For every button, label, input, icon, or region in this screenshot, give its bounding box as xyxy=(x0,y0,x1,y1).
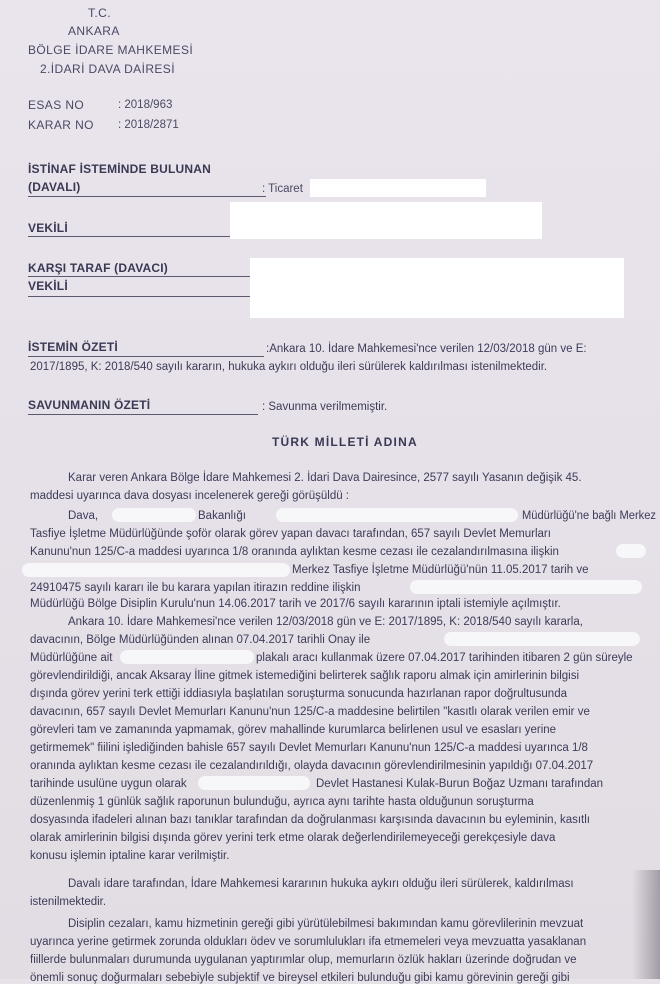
body-line: 24910475 sayılı kararı ile bu karara yapılan itirazın reddine ilişkin xyxy=(30,582,361,594)
document-title: TÜRK MİLLETİ ADINA xyxy=(272,435,418,449)
redaction-davaci xyxy=(250,258,624,318)
header-chamber: 2.İDARİ DAVA DAİRESİ xyxy=(40,62,175,76)
body-line: Disiplin cezaları, kamu hizmetinin gereği gibi yürütülebilmesi bakımından kamu görevlilerinin mevzuat xyxy=(68,918,584,930)
savunma-value: : Savunma verilmemiştir. xyxy=(262,401,388,413)
body-line: getirmemek" fiilini işlediğinden bahisle 657 sayılı Devlet Memurları Kanunu'nun 125/C-a maddesi uyarınca 1/8 xyxy=(30,742,588,754)
redaction xyxy=(616,544,646,558)
body-line: maddesi uyarınca dava dosyası incelenerek gereği görüşüldü : xyxy=(30,490,349,502)
body-line: Devlet Hastanesi Kulak-Burun Boğaz Uzmanı tarafından xyxy=(316,778,604,790)
savunma-underline xyxy=(28,414,258,415)
esas-value: : 2018/963 xyxy=(118,99,173,111)
vekili2-underline xyxy=(28,296,250,297)
redaction xyxy=(444,632,640,646)
body-line: dosyasında ifadeleri alınan bazı tanıklar tarafından da doğrulanması karşısında davacının bu eyleminin, kasıtlı xyxy=(30,814,590,826)
redaction xyxy=(112,508,196,522)
body-line: tarihinde usulüne uygun olarak xyxy=(30,778,187,790)
karsi-taraf-label: KARŞI TARAF (DAVACI) xyxy=(28,261,168,275)
body-line: düzenlenmiş 1 günlük sağlık raporunun bulunduğu, ayrıca aynı tarihte hasta olduğunun soruşturma xyxy=(30,796,534,808)
header-ankara: ANKARA xyxy=(68,24,120,38)
body-line: Müdürlüğü'ne bağlı Merkez xyxy=(522,510,657,522)
istem-underline xyxy=(28,356,264,357)
redaction-davali xyxy=(310,179,486,197)
istem-label: İSTEMİN ÖZETİ xyxy=(28,340,118,354)
body-line: Ankara 10. İdare Mahkemesi'nce verilen 12/03/2018 gün ve E: 2017/1895, K: 2018/540 sayılı kararla, xyxy=(68,616,583,628)
savunma-label: SAVUNMANIN ÖZETİ xyxy=(28,398,151,412)
vekili1-underline xyxy=(28,236,250,237)
vekili2-label: VEKİLİ xyxy=(28,279,68,293)
istem-line-2: 2017/1895, K: 2018/540 sayılı kararın, hukuka aykırı olduğu ileri sürülerek kaldırılması istenilmektedir. xyxy=(30,361,548,373)
esas-label: ESAS NO xyxy=(28,98,85,112)
body-line: Bakanlığı xyxy=(198,510,246,522)
body-line: Dava, xyxy=(68,510,99,522)
body-line: önemli sonuç doğurmaları sebebiyle subjektif ve bireysel etkileri bulunduğu gibi kamu görevinin gereği gibi xyxy=(30,972,570,984)
body-line: plakalı aracı kullanmak üzere 07.04.2017 tarihinden itibaren 2 gün süreyle xyxy=(256,652,633,664)
body-line: Karar veren Ankara Bölge İdare Mahkemesi 2. İdari Dava Dairesince, 2577 sayılı Yasanın değişik 45. xyxy=(68,472,582,484)
page-edge-shadow xyxy=(632,870,660,979)
body-line: konusu işlemin iptaline karar verilmiştir. xyxy=(30,850,230,862)
vekili1-label: VEKİLİ xyxy=(28,221,68,235)
body-line: uyarınca yerine getirmek zorunda oldukları ödev ve sorumlulukları ifa etmemeleri veya mevzuatta yasaklanan xyxy=(30,936,587,948)
redaction xyxy=(410,580,642,594)
body-line: fiillerde bulunmaları durumunda uygulanan yaptırımlar olup, memurların özlük hakları üzerinde doğrudan ve xyxy=(30,954,577,966)
karar-value: : 2018/2871 xyxy=(118,119,179,131)
istem-line-1: :Ankara 10. İdare Mahkemesi'nce verilen 12/03/2018 gün ve E: xyxy=(266,343,587,355)
redaction xyxy=(22,563,290,577)
body-line: dışında görev yerini terk ettiği iddiasıyla başlatılan soruşturma sonucunda hazırlanan rapor doğrultusunda xyxy=(30,688,567,700)
body-line: Müdürlüğü Bölge Disiplin Kurulu'nun 14.06.2017 tarih ve 2017/6 sayılı kararının iptali istemiyle açılmıştır. xyxy=(30,598,561,610)
karsi-underline xyxy=(28,276,250,277)
header-tc: T.C. xyxy=(88,6,111,20)
body-line: istenilmektedir. xyxy=(30,896,107,908)
davali-value: : Ticaret xyxy=(262,183,303,195)
body-line: Merkez Tasfiye İşletme Müdürlüğü'nün 11.05.2017 tarih ve xyxy=(292,564,589,576)
body-line: Davalı idare tarafından, İdare Mahkemesi kararının hukuka aykırı olduğu ileri sürülerek, kaldırılması xyxy=(68,878,574,890)
davali-underline xyxy=(28,196,266,197)
redaction xyxy=(276,508,518,522)
istinaf-label: İSTİNAF İSTEMİNDE BULUNAN xyxy=(28,162,211,176)
redaction xyxy=(120,650,254,664)
body-line: olarak amirlerinin bilgisi dışında görev yerini terk etme olarak değerlendirilemeyeceği gerekçesiyle dava xyxy=(30,832,556,844)
redaction-vekili1 xyxy=(230,202,542,239)
body-line: Müdürlüğüne ait xyxy=(30,652,113,664)
header-court: BÖLGE İDARE MAHKEMESİ xyxy=(28,43,194,57)
body-line: Kanunu'nun 125/C-a maddesi uyarınca 1/8 oranında aylıktan kesme cezası ile cezalandırılmasına ilişkin xyxy=(30,546,559,558)
body-line: davacının, 657 sayılı Devlet Memurları Kanunu'nun 125/C-a maddesine belirtilen "kasıtlı olarak verilen emir ve xyxy=(30,706,590,718)
karar-label: KARAR NO xyxy=(28,118,94,132)
body-line: Tasfiye İşletme Müdürlüğünde şoför olarak görev yapan davacı tarafından, 657 sayılı Devlet Memurları xyxy=(30,528,551,540)
redaction xyxy=(198,776,310,790)
body-line: davacının, Bölge Müdürlüğünden alınan 07.04.2017 tarihli Onay ile xyxy=(30,634,371,646)
davali-label: (DAVALI) xyxy=(28,180,81,194)
body-line: görevlendirildiği, ancak Aksaray İline gitmek istemediğini belirterek sağlık raporu almak için amirlerinin bilgisi xyxy=(30,670,580,682)
body-line: oranında aylıktan kesme cezası ile cezalandırıldığı, olayda davacının görevlendirilmesinin yapıldığı 07.04.2017 xyxy=(30,760,594,772)
body-line: görevleri tam ve zamanında yapmamak, görev mahallinde kurumlarca belirlenen usul ve esasları yerine xyxy=(30,724,557,736)
